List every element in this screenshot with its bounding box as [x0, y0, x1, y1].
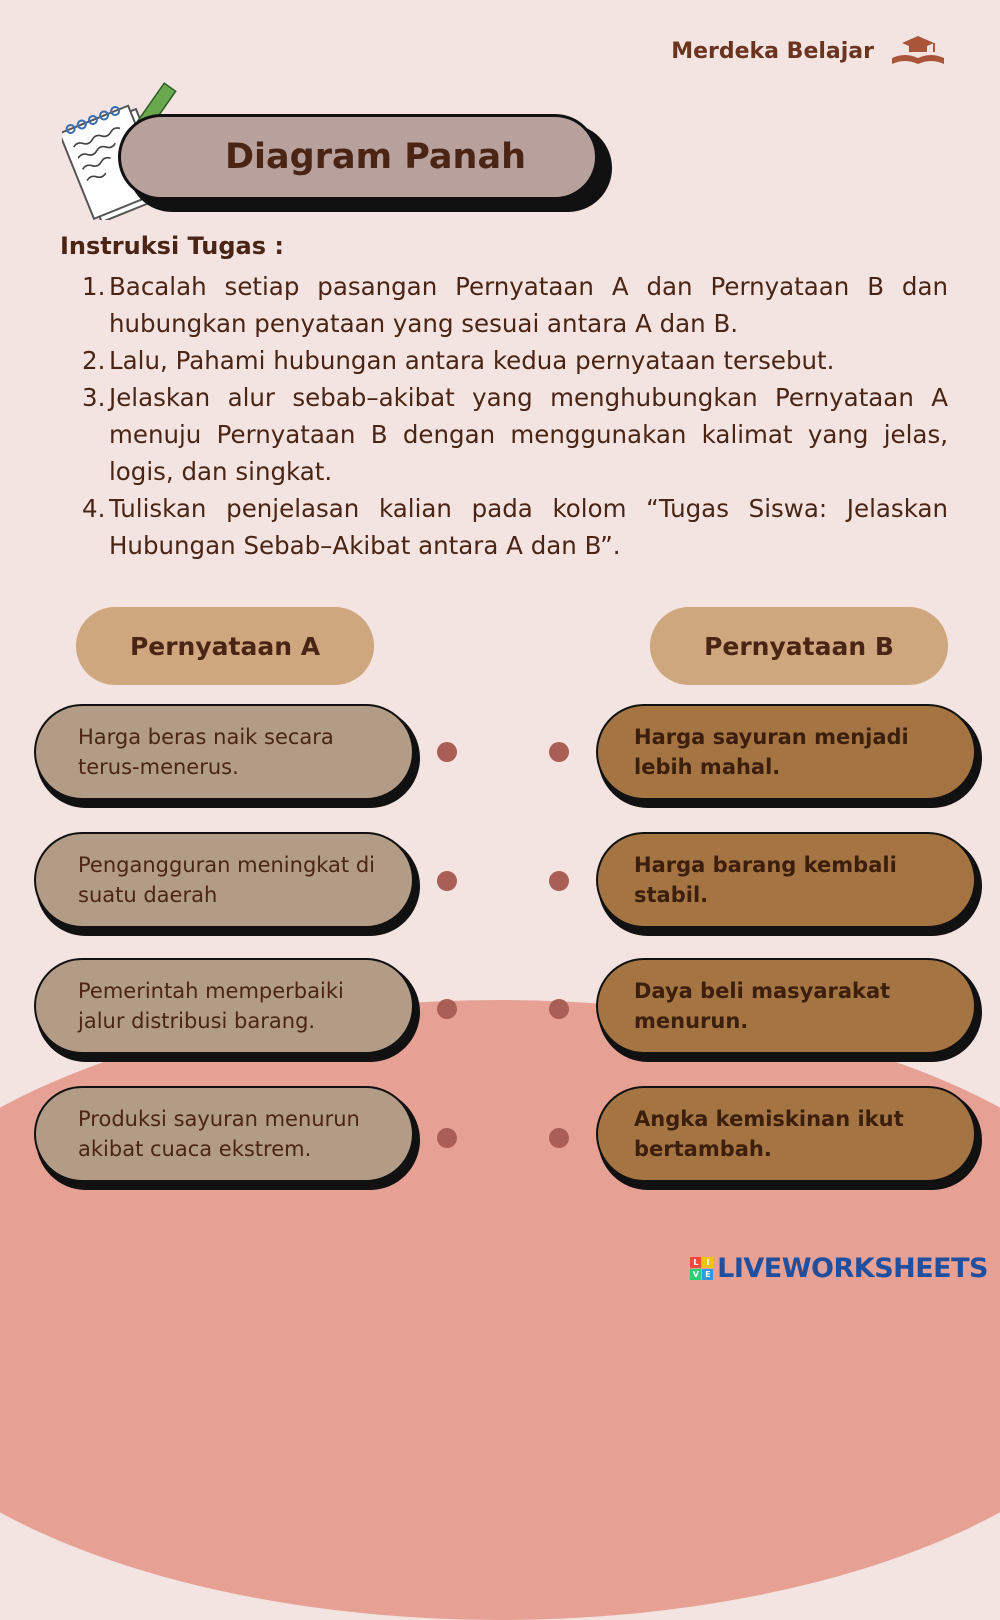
logo-block: L [690, 1257, 701, 1268]
instruction-number: 3. [82, 383, 106, 412]
match-dot-a[interactable] [437, 742, 457, 762]
match-dot-a[interactable] [437, 1128, 457, 1148]
statement-b-card: Daya beli masyarakat menurun. [596, 958, 976, 1054]
logo-block: E [702, 1269, 713, 1280]
brand-name: Merdeka Belajar [671, 38, 874, 64]
statement-a-card: Produksi sayuran menurun akibat cuaca ekstrem. [34, 1086, 414, 1182]
statement-a-card: Harga beras naik secara terus-menerus. [34, 704, 414, 800]
match-dot-a[interactable] [437, 999, 457, 1019]
instruction-item [82, 268, 948, 342]
match-dot-b[interactable] [549, 871, 569, 891]
logo-block: I [702, 1257, 713, 1268]
brand-header [671, 34, 948, 68]
liveworksheets-logo [690, 1253, 988, 1284]
page-title: Diagram Panah [118, 114, 598, 200]
instruction-item [82, 490, 948, 564]
statement-a-card: Pengangguran meningkat di suatu daerah [34, 832, 414, 928]
match-dot-b[interactable] [549, 1128, 569, 1148]
statement-b-card: Harga sayuran menjadi lebih mahal. [596, 704, 976, 800]
match-dot-b[interactable] [549, 742, 569, 762]
instruction-number: 2. [82, 346, 106, 375]
instruction-text: Lalu, Pahami hubungan antara kedua pernyataan tersebut. [109, 346, 835, 375]
column-header-a: Pernyataan A [76, 607, 374, 685]
match-dot-a[interactable] [437, 871, 457, 891]
instruction-item [82, 342, 948, 379]
instructions-heading: Instruksi Tugas : [60, 232, 284, 260]
graduation-book-icon [888, 34, 948, 68]
liveworksheets-logo-text: LIVEWORKSHEETS [717, 1253, 988, 1284]
instruction-number: 4. [82, 494, 106, 523]
liveworksheets-logo-icon [690, 1257, 713, 1280]
instruction-text: Tuliskan penjelasan kalian pada kolom “Tugas Siswa: Jelaskan Hubungan Sebab–Akibat antara A dan B”. [109, 494, 948, 560]
match-dot-b[interactable] [549, 999, 569, 1019]
column-header-b: Pernyataan B [650, 607, 948, 685]
instruction-number: 1. [82, 272, 106, 301]
instruction-text: Jelaskan alur sebab–akibat yang menghubungkan Pernyataan A menuju Pernyataan B dengan menggunakan kalimat yang jelas, logis, dan singkat. [109, 383, 948, 486]
instructions-list [82, 268, 948, 564]
statement-a-card: Pemerintah memperbaiki jalur distribusi barang. [34, 958, 414, 1054]
instruction-item [82, 379, 948, 490]
instruction-text: Bacalah setiap pasangan Pernyataan A dan Pernyataan B dan hubungkan penyataan yang sesuai antara A dan B. [109, 272, 948, 338]
statement-b-card: Angka kemiskinan ikut bertambah. [596, 1086, 976, 1182]
statement-b-card: Harga barang kembali stabil. [596, 832, 976, 928]
logo-block: V [690, 1269, 701, 1280]
